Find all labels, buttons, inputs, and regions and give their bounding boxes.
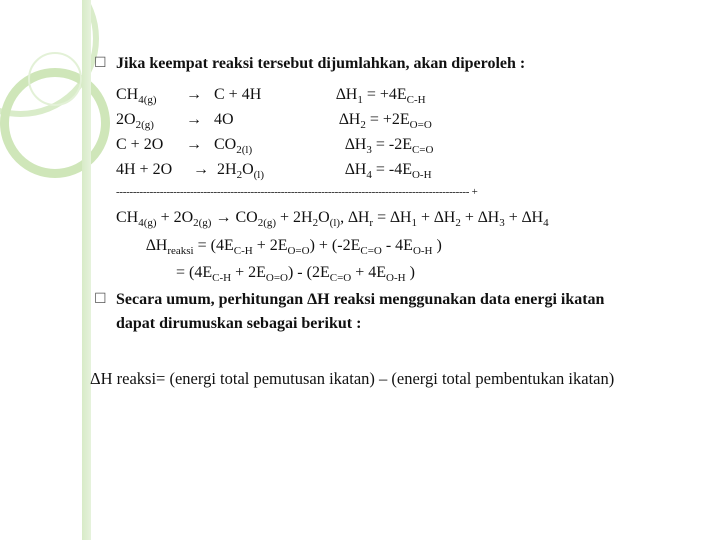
summation-divider: --------------------------------------------------------------------------------------------------------- +: [116, 186, 478, 198]
reaction-3-rhs: $CO_{2(l)}$: [214, 136, 253, 156]
reaction-2-rhs: 4O: [214, 111, 234, 128]
reaction-2-enthalpy: $\Delta H_2 = +2E_{O=O}$: [339, 111, 432, 131]
reaction-4-rhs: $2H_2O_{(l)}$: [217, 161, 265, 181]
reaction-1-rhs: C + 4H: [214, 86, 262, 103]
reaction-1-arrow: →: [186, 86, 202, 103]
enthalpy-formula: ΔH reaksi= (energi total pemutusan ikatan) – (energi total pembentukan ikatan): [90, 369, 615, 388]
checkbox-bullet-icon: ☐: [94, 55, 107, 71]
general-statement-line-2: dapat dirumuskan sebagai berikut :: [116, 315, 362, 332]
summed-reaction: $CH_{4(g)} + 2O_{2(g)} \to CO_{2(g)} + 2H_2O_{(l)}$, $\Delta H_r = \Delta H_1 + \Delta H_2 + \Delta H_3 + \Delta H_4$: [116, 209, 549, 229]
general-statement-line-1: Secara umum, perhitungan ΔH reaksi menggunakan data energi ikatan: [116, 291, 605, 308]
enthalpy-expression-2: = $(4E_{C-H} + 2E_{O=O}) - (2E_{C=O} + 4E_{O-H}$ ): [176, 264, 415, 284]
reaction-1-enthalpy: $\Delta H_1 = +4E_{C-H}$: [336, 86, 426, 106]
reaction-3-enthalpy: $\Delta H_3 = -2E_{C=O}$: [345, 136, 434, 156]
decorative-ring-inner: [28, 52, 82, 106]
reaction-4-arrow: →: [193, 161, 209, 178]
reaction-4-lhs: 4H + 2O: [116, 161, 173, 178]
checkbox-bullet-icon: ☐: [94, 291, 107, 307]
reaction-1-lhs: $CH_{4(g)}$: [116, 86, 157, 106]
intro-text: Jika keempat reaksi tersebut dijumlahkan, akan diperoleh :: [116, 55, 526, 72]
reaction-3-arrow: →: [186, 136, 202, 153]
decorative-vertical-bar: [82, 0, 91, 540]
enthalpy-expression-1: $\Delta H_{reaksi} = (4E_{C-H} + 2E_{O=O}) + (-2E_{C=O} - 4E_{O-H}$ ): [146, 237, 442, 257]
reaction-2-arrow: →: [186, 111, 202, 128]
reaction-2-lhs: $2O_{2(g)}$: [116, 111, 154, 131]
reaction-3-lhs: C + 2O: [116, 136, 164, 153]
reaction-4-enthalpy: $\Delta H_4 = -4E_{O-H}$: [345, 161, 432, 181]
